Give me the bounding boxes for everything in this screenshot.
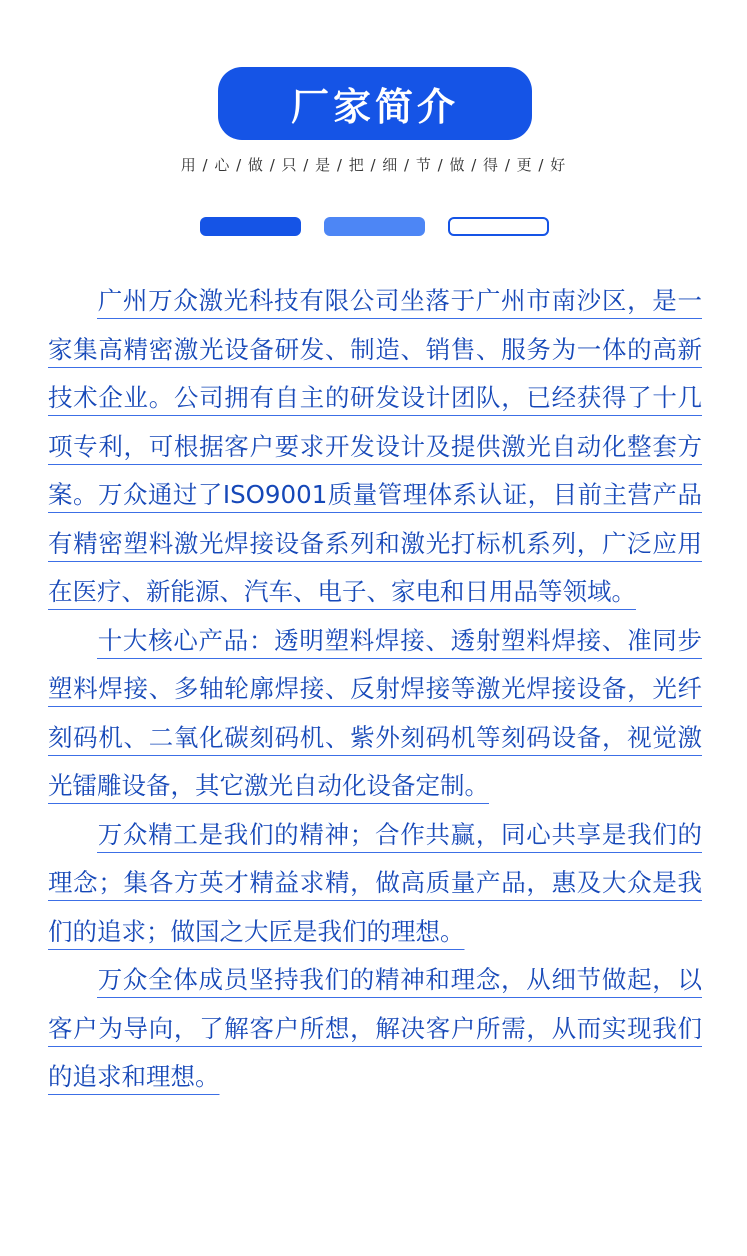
decor-bar-solid (200, 217, 301, 236)
title-banner (218, 67, 532, 140)
decor-bar-outline (448, 217, 549, 236)
company-intro (48, 277, 702, 1102)
paragraph-text: 广州万众激光科技有限公司坐落于广州市南沙区，是一家集高精密激光设备研发、制造、销售、服务为一体的高新技术企业。公司拥有自主的研发设计团队，已经获得了十几项专利，可根据客户要求开发设计及提供激光自动化整套方案。万众通过了ISO9001质量管理体系认证，目前主营产品有精密塑料激光焊接设备系列和激光打标机系列，广泛应用在医疗、新能源、汽车、电子、家电和日用品等领域。 (48, 286, 702, 606)
paragraph-text: 十大核心产品：透明塑料焊接、透射塑料焊接、准同步塑料焊接、多轴轮廓焊接、反射焊接等激光焊接设备，光纤刻码机、二氧化碳刻码机、紫外刻码机等刻码设备，视觉激光镭雕设备，其它激光自动化设备定制。 (48, 625, 702, 800)
values-paragraph (48, 811, 702, 957)
intro-paragraph (48, 277, 702, 617)
page-title: 厂家简介 (290, 85, 459, 129)
paragraph-text: 万众全体成员坚持我们的精神和理念，从细节做起，以客户为导向，了解客户所想，解决客户所需，从而实现我们的追求和理想。 (48, 965, 702, 1091)
commitment-paragraph (48, 956, 702, 1102)
tagline: 用 / 心 / 做 / 只 / 是 / 把 / 细 / 节 / 做 / 得 / 更 / 好 (180, 156, 567, 174)
products-paragraph (48, 617, 702, 811)
paragraph-text: 万众精工是我们的精神；合作共赢，同心共享是我们的理念；集各方英才精益求精，做高质量产品，惠及大众是我们的追求；做国之大匠是我们的理想。 (48, 819, 702, 946)
decorative-bars (0, 217, 747, 236)
decor-bar-light (324, 217, 425, 236)
